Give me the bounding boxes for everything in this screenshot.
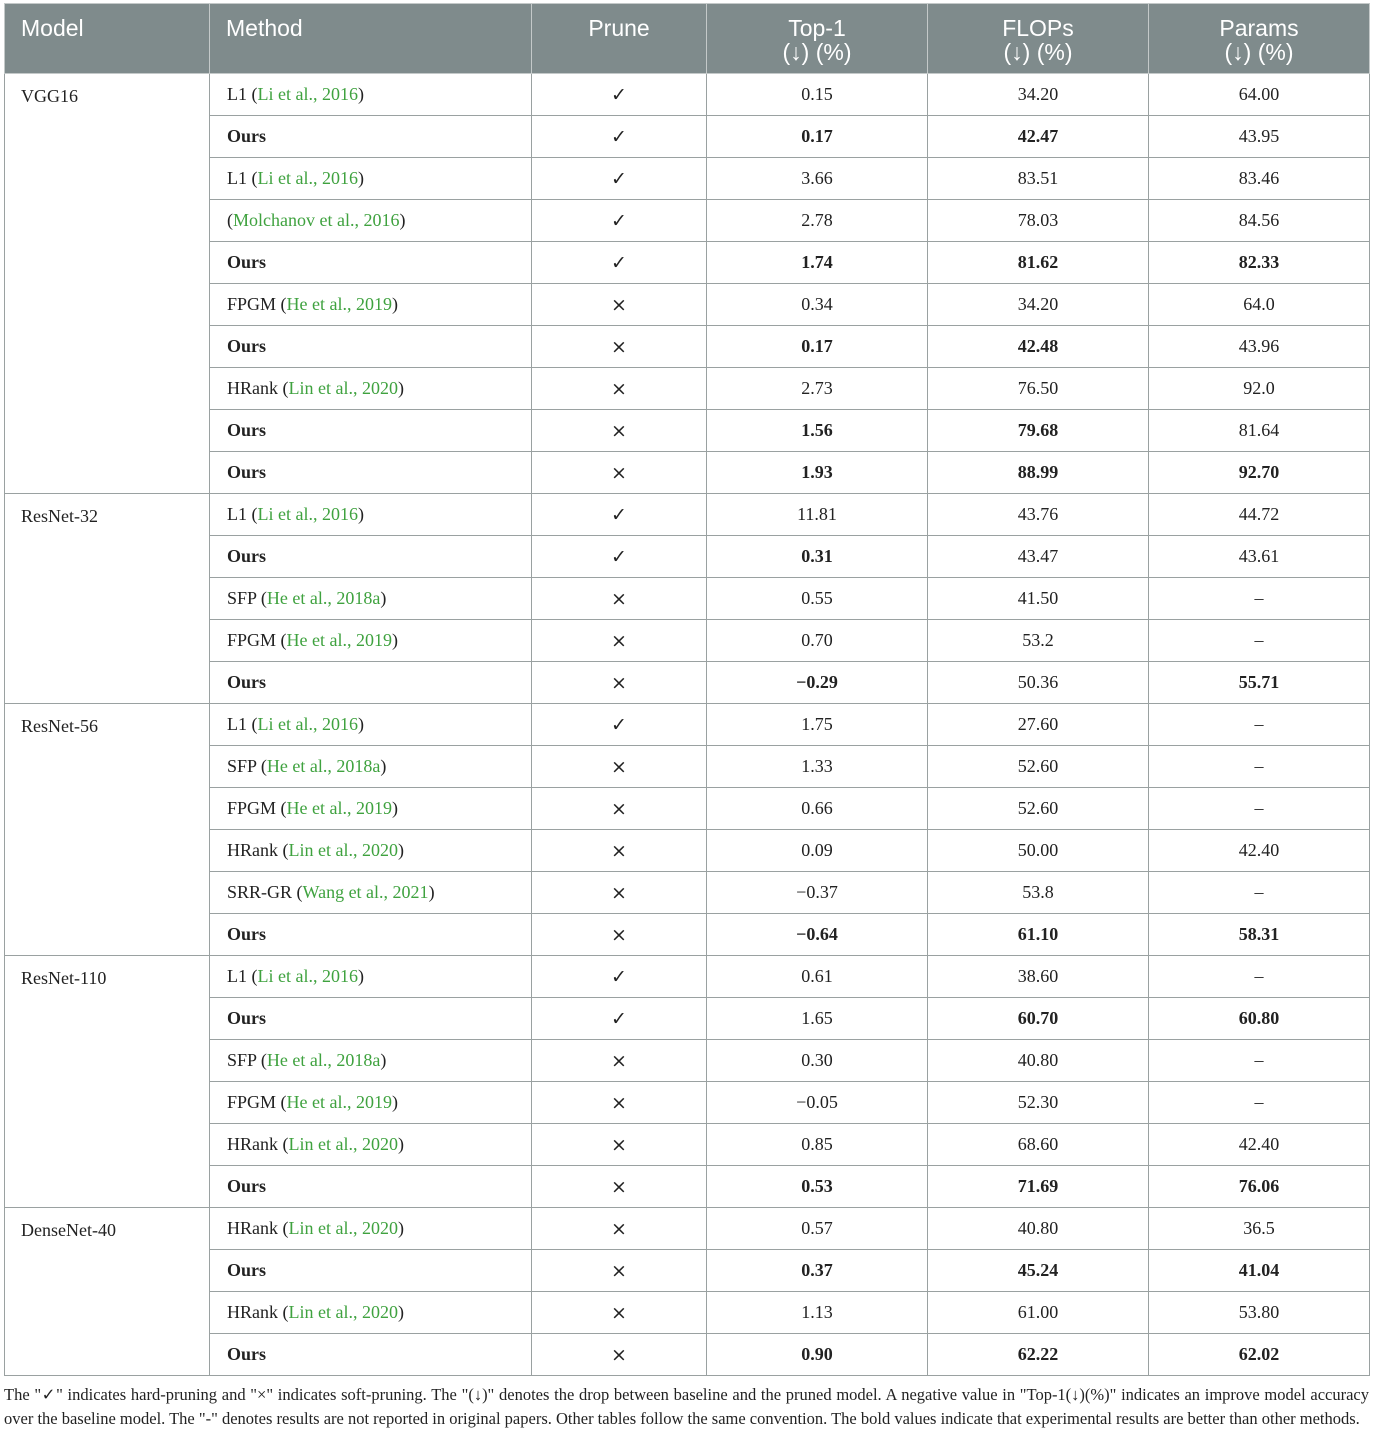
table-row [5,536,1370,578]
table-row [5,788,1370,830]
citation-link[interactable]: Li et al., 2016 [257,84,358,104]
method-cell: L1 (Li et al., 2016) [210,494,532,536]
flops-cell: 79.68 [928,410,1149,452]
header-flops: FLOPs (↓) (%) [928,4,1149,74]
citation-link[interactable]: He et al., 2018a [266,756,381,776]
method-cell: (Molchanov et al., 2016) [210,200,532,242]
table-row [5,578,1370,620]
method-name: HRank [227,378,278,398]
table-row [5,956,1370,998]
citation-link[interactable]: Li et al., 2016 [257,714,358,734]
top1-cell: 2.73 [707,368,928,410]
citation-link[interactable]: Lin et al., 2020 [288,1302,398,1322]
top1-cell: 11.81 [707,494,928,536]
top1-cell: 1.33 [707,746,928,788]
top1-cell: −0.64 [707,914,928,956]
table-row [5,410,1370,452]
header-model: Model [5,4,210,74]
header-params: Params (↓) (%) [1149,4,1370,74]
soft-prune-cross-icon: × [532,1082,707,1124]
table-row [5,284,1370,326]
hard-prune-check-icon: ✓ [532,242,707,284]
top1-cell: 0.17 [707,326,928,368]
method-name: SRR-GR [227,882,293,902]
params-cell: – [1149,620,1370,662]
flops-cell: 53.8 [928,872,1149,914]
top1-cell: 0.17 [707,116,928,158]
citation-link[interactable]: He et al., 2019 [286,294,392,314]
method-cell: L1 (Li et al., 2016) [210,74,532,116]
top1-cell: 1.74 [707,242,928,284]
method-name: Ours [227,1260,267,1280]
params-cell: 84.56 [1149,200,1370,242]
flops-cell: 53.2 [928,620,1149,662]
top1-cell: 0.34 [707,284,928,326]
model-cell: ResNet-32 [5,494,210,704]
hard-prune-check-icon: ✓ [532,116,707,158]
method-name: Ours [227,252,267,272]
params-cell: – [1149,1082,1370,1124]
method-name: Ours [227,336,267,356]
flops-cell: 52.60 [928,746,1149,788]
top1-cell: 0.85 [707,1124,928,1166]
params-cell: 82.33 [1149,242,1370,284]
soft-prune-cross-icon: × [532,788,707,830]
top1-cell: 2.78 [707,200,928,242]
top1-cell: −0.05 [707,1082,928,1124]
flops-cell: 34.20 [928,284,1149,326]
flops-cell: 52.60 [928,788,1149,830]
method-name: Ours [227,462,267,482]
method-cell: HRank (Lin et al., 2020) [210,368,532,410]
method-cell: FPGM (He et al., 2019) [210,1082,532,1124]
method-cell [210,452,532,494]
top1-cell: 0.31 [707,536,928,578]
top1-cell: 0.90 [707,1334,928,1376]
flops-cell: 42.47 [928,116,1149,158]
method-name: Ours [227,1008,267,1028]
table-row [5,494,1370,536]
table-row [5,1082,1370,1124]
citation-link[interactable]: He et al., 2019 [286,798,392,818]
flops-cell: 40.80 [928,1208,1149,1250]
top1-cell: 0.61 [707,956,928,998]
table-row [5,1250,1370,1292]
citation-link[interactable]: Li et al., 2016 [257,168,358,188]
params-cell: 36.5 [1149,1208,1370,1250]
header-prune: Prune [532,4,707,74]
flops-cell: 81.62 [928,242,1149,284]
hard-prune-check-icon: ✓ [532,200,707,242]
method-name: Ours [227,546,267,566]
top1-cell: 0.15 [707,74,928,116]
method-name: L1 [227,504,247,524]
flops-cell: 76.50 [928,368,1149,410]
top1-cell: 0.09 [707,830,928,872]
table-row [5,914,1370,956]
top1-cell: 0.55 [707,578,928,620]
params-cell: – [1149,872,1370,914]
table-row [5,830,1370,872]
table-row [5,368,1370,410]
citation-link[interactable]: Lin et al., 2020 [288,1134,398,1154]
method-name: HRank [227,1134,278,1154]
table-row [5,242,1370,284]
soft-prune-cross-icon: × [532,1040,707,1082]
top1-cell: 1.13 [707,1292,928,1334]
soft-prune-cross-icon: × [532,326,707,368]
params-cell: 64.00 [1149,74,1370,116]
method-cell [210,536,532,578]
flops-cell: 27.60 [928,704,1149,746]
top1-cell: −0.37 [707,872,928,914]
soft-prune-cross-icon: × [532,1166,707,1208]
citation-link[interactable]: Molchanov et al., 2016 [233,210,400,230]
params-cell: 44.72 [1149,494,1370,536]
soft-prune-cross-icon: × [532,410,707,452]
params-cell: 64.0 [1149,284,1370,326]
method-cell: HRank (Lin et al., 2020) [210,830,532,872]
method-cell [210,662,532,704]
method-name: FPGM [227,294,277,314]
top1-cell: 0.53 [707,1166,928,1208]
top1-cell: 0.57 [707,1208,928,1250]
hard-prune-check-icon: ✓ [532,74,707,116]
hard-prune-check-icon: ✓ [532,494,707,536]
method-cell: SRR-GR (Wang et al., 2021) [210,872,532,914]
header-row [5,4,1370,74]
method-cell: FPGM (He et al., 2019) [210,620,532,662]
citation-link[interactable]: Li et al., 2016 [257,504,358,524]
method-name: Ours [227,1176,267,1196]
soft-prune-cross-icon: × [532,662,707,704]
params-cell: – [1149,704,1370,746]
method-name: HRank [227,1302,278,1322]
citation-link[interactable]: He et al., 2018a [266,588,381,608]
method-cell [210,1166,532,1208]
table-row [5,620,1370,662]
params-cell: 53.80 [1149,1292,1370,1334]
table-row [5,704,1370,746]
params-cell: 62.02 [1149,1334,1370,1376]
top1-cell: 1.65 [707,998,928,1040]
citation-link[interactable]: He et al., 2019 [286,630,392,650]
flops-cell: 50.36 [928,662,1149,704]
top1-cell: 1.93 [707,452,928,494]
method-name: SFP [227,1050,257,1070]
table-body [5,74,1370,1376]
soft-prune-cross-icon: × [532,1334,707,1376]
flops-cell: 43.47 [928,536,1149,578]
table-row [5,998,1370,1040]
soft-prune-cross-icon: × [532,1124,707,1166]
method-name: HRank [227,840,278,860]
table-row [5,1124,1370,1166]
table-row [5,200,1370,242]
hard-prune-check-icon: ✓ [532,704,707,746]
flops-cell: 61.10 [928,914,1149,956]
flops-cell: 62.22 [928,1334,1149,1376]
top1-cell: 0.66 [707,788,928,830]
method-name: L1 [227,168,247,188]
flops-cell: 45.24 [928,1250,1149,1292]
soft-prune-cross-icon: × [532,1292,707,1334]
flops-cell: 60.70 [928,998,1149,1040]
method-name: FPGM [227,630,277,650]
hard-prune-check-icon: ✓ [532,956,707,998]
params-cell: 81.64 [1149,410,1370,452]
top1-cell: 0.70 [707,620,928,662]
method-cell [210,116,532,158]
method-name: HRank [227,1218,278,1238]
top1-cell: 3.66 [707,158,928,200]
method-cell: FPGM (He et al., 2019) [210,788,532,830]
method-cell: SFP (He et al., 2018a) [210,746,532,788]
method-cell [210,1250,532,1292]
method-cell [210,914,532,956]
flops-cell: 43.76 [928,494,1149,536]
table-row [5,1334,1370,1376]
top1-cell: −0.29 [707,662,928,704]
params-cell: 60.80 [1149,998,1370,1040]
soft-prune-cross-icon: × [532,368,707,410]
model-cell: DenseNet-40 [5,1208,210,1376]
method-cell [210,1334,532,1376]
citation-link[interactable]: Lin et al., 2020 [288,840,398,860]
params-cell: 58.31 [1149,914,1370,956]
method-name: L1 [227,84,247,104]
soft-prune-cross-icon: × [532,746,707,788]
params-cell: – [1149,788,1370,830]
citation-link[interactable]: He et al., 2018a [266,1050,381,1070]
method-name: Ours [227,126,267,146]
model-cell: ResNet-110 [5,956,210,1208]
params-cell: 43.61 [1149,536,1370,578]
flops-cell: 78.03 [928,200,1149,242]
table-row [5,1292,1370,1334]
table-row [5,1166,1370,1208]
citation-link[interactable]: Lin et al., 2020 [288,378,398,398]
table-row [5,74,1370,116]
table-row [5,1040,1370,1082]
hard-prune-check-icon: ✓ [532,536,707,578]
method-cell: HRank (Lin et al., 2020) [210,1208,532,1250]
params-cell: 83.46 [1149,158,1370,200]
soft-prune-cross-icon: × [532,914,707,956]
table-row [5,326,1370,368]
top1-cell: 0.30 [707,1040,928,1082]
flops-cell: 52.30 [928,1082,1149,1124]
method-cell [210,998,532,1040]
method-name: Ours [227,672,267,692]
table-footnote: The "✓" indicates hard-pruning and "×" indicates soft-pruning. The "(↓)" denotes the drop between baseline and the pruned model. A negative value in "Top-1(↓)(%)" indicates an improve model accuracy over the baseline model. The "-" denotes results are not reported in original papers. Other tables follow the same convention. The bold values indicate that experimental results are better than other methods. [4,1385,1369,1428]
soft-prune-cross-icon: × [532,452,707,494]
params-cell: 43.96 [1149,326,1370,368]
method-name: L1 [227,714,247,734]
citation-link[interactable]: Wang et al., 2021 [302,882,429,902]
params-cell: 76.06 [1149,1166,1370,1208]
params-cell: 55.71 [1149,662,1370,704]
soft-prune-cross-icon: × [532,620,707,662]
flops-cell: 40.80 [928,1040,1149,1082]
citation-link[interactable]: He et al., 2019 [286,1092,392,1112]
flops-cell: 34.20 [928,74,1149,116]
method-name: Ours [227,420,267,440]
table-row [5,1208,1370,1250]
method-cell: SFP (He et al., 2018a) [210,578,532,620]
table-header [5,4,1370,74]
table-row [5,116,1370,158]
flops-cell: 61.00 [928,1292,1149,1334]
params-cell: – [1149,956,1370,998]
soft-prune-cross-icon: × [532,1250,707,1292]
params-cell: 92.0 [1149,368,1370,410]
method-name: SFP [227,588,257,608]
params-cell: 43.95 [1149,116,1370,158]
params-cell: – [1149,746,1370,788]
method-cell: HRank (Lin et al., 2020) [210,1292,532,1334]
flops-cell: 71.69 [928,1166,1149,1208]
soft-prune-cross-icon: × [532,830,707,872]
method-cell [210,242,532,284]
table-row [5,158,1370,200]
method-name: Ours [227,1344,267,1364]
table-row [5,662,1370,704]
soft-prune-cross-icon: × [532,1208,707,1250]
model-cell: VGG16 [5,74,210,494]
flops-cell: 88.99 [928,452,1149,494]
method-name: FPGM [227,798,277,818]
flops-cell: 38.60 [928,956,1149,998]
method-name: Ours [227,924,267,944]
params-cell: 42.40 [1149,830,1370,872]
params-cell: 92.70 [1149,452,1370,494]
method-cell: FPGM (He et al., 2019) [210,284,532,326]
soft-prune-cross-icon: × [532,578,707,620]
header-top1: Top-1 (↓) (%) [707,4,928,74]
params-cell: – [1149,1040,1370,1082]
flops-cell: 68.60 [928,1124,1149,1166]
table-row [5,872,1370,914]
top1-cell: 1.56 [707,410,928,452]
method-name: SFP [227,756,257,776]
params-cell: 42.40 [1149,1124,1370,1166]
flops-cell: 41.50 [928,578,1149,620]
method-cell: SFP (He et al., 2018a) [210,1040,532,1082]
citation-link[interactable]: Lin et al., 2020 [288,1218,398,1238]
top1-cell: 1.75 [707,704,928,746]
hard-prune-check-icon: ✓ [532,998,707,1040]
params-cell: 41.04 [1149,1250,1370,1292]
model-cell: ResNet-56 [5,704,210,956]
params-cell: – [1149,578,1370,620]
results-table [4,3,1370,1376]
table-row [5,746,1370,788]
flops-cell: 50.00 [928,830,1149,872]
flops-cell: 42.48 [928,326,1149,368]
method-cell [210,326,532,368]
top1-cell: 0.37 [707,1250,928,1292]
method-cell: L1 (Li et al., 2016) [210,158,532,200]
method-cell: L1 (Li et al., 2016) [210,704,532,746]
flops-cell: 83.51 [928,158,1149,200]
method-cell: HRank (Lin et al., 2020) [210,1124,532,1166]
method-name: FPGM [227,1092,277,1112]
soft-prune-cross-icon: × [532,872,707,914]
header-method: Method [210,4,532,74]
method-cell [210,410,532,452]
method-name: L1 [227,966,247,986]
hard-prune-check-icon: ✓ [532,158,707,200]
soft-prune-cross-icon: × [532,284,707,326]
table-row [5,452,1370,494]
citation-link[interactable]: Li et al., 2016 [257,966,358,986]
method-cell: L1 (Li et al., 2016) [210,956,532,998]
